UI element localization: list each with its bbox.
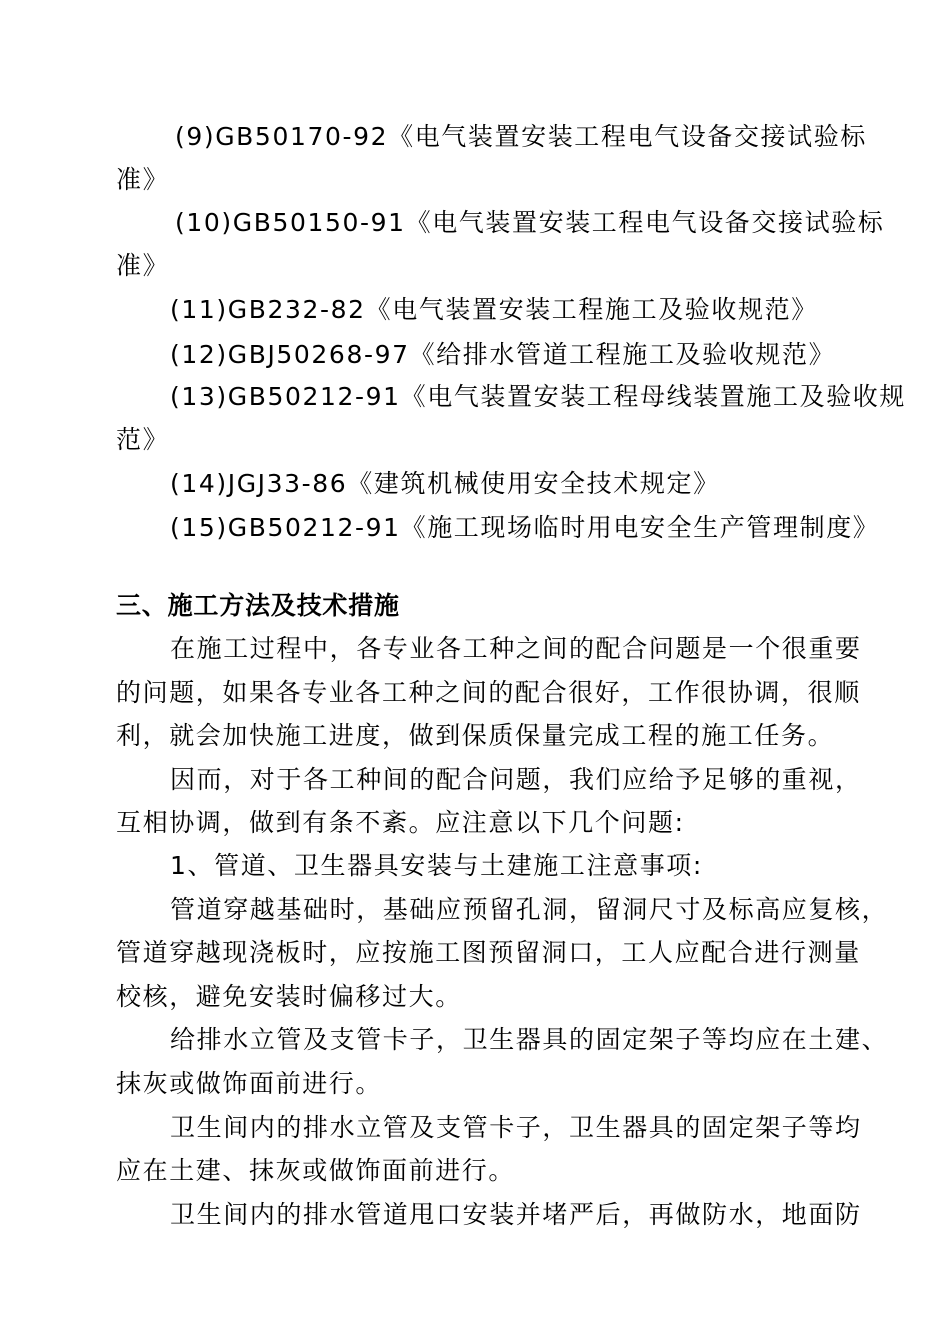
paragraph-2-line-1: 因而，对于各工种间的配合问题，我们应给予足够的重视，: [170, 765, 862, 794]
reference-item-9-continuation: 准》: [116, 165, 170, 194]
reference-item-9: (9)GB50170-92《电气装置安装工程电气设备交接试验标: [175, 122, 867, 151]
paragraph-5-line-2: 应在土建、抹灰或做饰面前进行。: [116, 1156, 516, 1185]
paragraph-3-line-3: 校核，避免安装时偏移过大。: [116, 982, 462, 1011]
reference-item-10: (10)GB50150-91《电气装置安装工程电气设备交接试验标: [175, 208, 885, 237]
section-heading: 三、施工方法及技术措施: [116, 591, 400, 620]
paragraph-1-line-2: 的问题，如果各专业各工种之间的配合很好，工作很协调，很顺: [116, 678, 861, 707]
subsection-heading-1: 1、管道、卫生器具安装与土建施工注意事项:: [170, 851, 703, 880]
paragraph-1-line-1: 在施工过程中，各专业各工种之间的配合问题是一个很重要: [170, 634, 862, 663]
reference-item-15: (15)GB50212-91《施工现场临时用电安全生产管理制度》: [170, 513, 880, 542]
paragraph-1-line-3: 利，就会加快施工进度，做到保质保量完成工程的施工任务。: [116, 721, 835, 750]
reference-item-12: (12)GBJ50268-97《给排水管道工程施工及验收规范》: [170, 340, 836, 369]
paragraph-4-line-2: 抹灰或做饰面前进行。: [116, 1069, 383, 1098]
reference-item-14: (14)JGJ33-86《建筑机械使用安全技术规定》: [170, 469, 720, 498]
paragraph-3-line-2: 管道穿越现浇板时，应按施工图预留洞口，工人应配合进行测量: [116, 938, 861, 967]
reference-item-10-continuation: 准》: [116, 251, 170, 280]
reference-item-13: (13)GB50212-91《电气装置安装工程母线装置施工及验收规: [170, 382, 907, 411]
paragraph-4-line-1: 给排水立管及支管卡子，卫生器具的固定架子等均应在土建、: [170, 1025, 889, 1054]
paragraph-6-line-1: 卫生间内的排水管道甩口安装并堵严后，再做防水，地面防: [170, 1200, 862, 1229]
paragraph-3-line-1: 管道穿越基础时，基础应预留孔洞，留洞尺寸及标高应复核，: [170, 895, 889, 924]
reference-item-13-continuation: 范》: [116, 425, 170, 454]
reference-item-11: (11)GB232-82《电气装置安装工程施工及验收规范》: [170, 295, 818, 324]
paragraph-5-line-1: 卫生间内的排水立管及支管卡子，卫生器具的固定架子等均: [170, 1113, 862, 1142]
paragraph-2-line-2: 互相协调，做到有条不紊。应注意以下几个问题:: [116, 808, 685, 837]
